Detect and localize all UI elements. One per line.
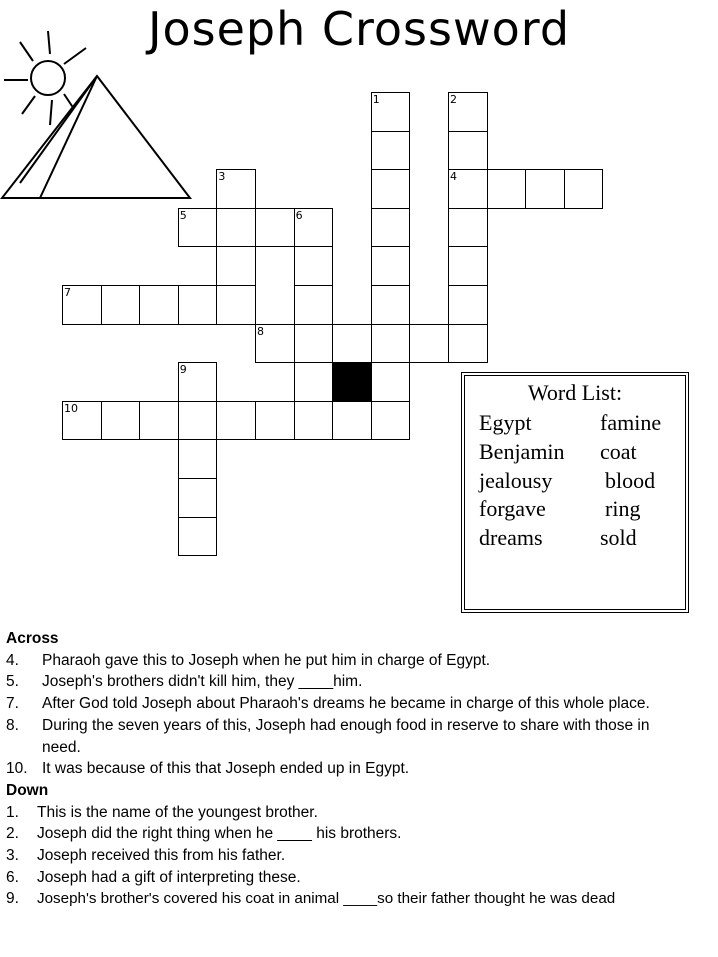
clue-number: 7 (64, 286, 71, 299)
down-heading: Down (6, 781, 49, 799)
clue-item: 8. During the seven years of this, Joseph had enough food in reserve to share with those in need. (6, 716, 650, 756)
clue-item: 2. Joseph did the right thing when he ____ his brothers. (6, 825, 402, 843)
clue-number: 4 (450, 170, 457, 184)
crossword-cell[interactable] (255, 208, 295, 248)
clue-number: 3 (218, 170, 226, 184)
crossword-cell[interactable] (294, 401, 334, 441)
crossword-cell[interactable] (101, 285, 141, 325)
crossword-cell[interactable] (371, 131, 411, 171)
crossword-cell[interactable] (294, 246, 334, 286)
clue-item: 4. Pharaoh gave this to Joseph when he put him in charge of Egypt. (6, 651, 491, 669)
clue-number: 1 (372, 93, 380, 106)
crossword-cell[interactable] (101, 401, 141, 441)
crossword-cell[interactable] (216, 208, 256, 248)
crossword-cell[interactable] (448, 246, 488, 286)
crossword-cell[interactable] (178, 401, 218, 441)
across-heading: Across (6, 630, 59, 647)
crossword-cell[interactable] (448, 208, 488, 248)
crossword-cell[interactable] (139, 285, 179, 325)
clue-item: 10. It was because of this that Joseph ended up in Egypt. (6, 760, 410, 778)
crossword-cell[interactable] (448, 131, 488, 171)
crossword-cell[interactable] (294, 362, 334, 402)
clue-number: 5 (179, 208, 187, 222)
crossword-cell[interactable] (178, 478, 218, 518)
word-list-item: famine (600, 410, 662, 435)
crossword-cell[interactable] (255, 401, 295, 441)
word-list-item: jealousy (479, 468, 553, 493)
word-list-heading: Word List: (527, 380, 623, 405)
crossword-cell[interactable] (216, 285, 256, 325)
crossword-black-cell (332, 362, 372, 402)
crossword-cell[interactable] (371, 246, 411, 286)
word-list-item: Benjamin (479, 439, 565, 464)
crossword-cell[interactable] (371, 169, 411, 209)
clue-number: 10 (64, 401, 78, 415)
clue-item: 5. Joseph's brothers didn't kill him, they ____him. (6, 673, 363, 691)
crossword-cell[interactable] (371, 208, 411, 248)
clue-item: 3. Joseph received this from his father. (6, 847, 286, 865)
crossword-cell[interactable] (332, 324, 372, 364)
crossword-cell[interactable] (371, 285, 411, 325)
clue-item: 6. Joseph had a gift of interpreting these. (6, 868, 301, 886)
crossword-cell[interactable] (178, 285, 218, 325)
clue-item: 9. Joseph's brother's covered his coat in animal ____so their father thought he was dead (6, 890, 616, 908)
clue-number: 6 (295, 208, 303, 222)
word-list-item: blood (605, 468, 656, 493)
page-title: Joseph Crossword (147, 2, 571, 56)
word-list-box (461, 372, 689, 613)
crossword-cell[interactable] (178, 517, 218, 557)
crossword-cell[interactable] (332, 401, 372, 441)
word-list-item: coat (600, 439, 637, 464)
crossword-cell[interactable] (371, 324, 411, 364)
crossword-cell[interactable] (371, 362, 411, 402)
word-list-item: dreams (479, 525, 543, 550)
clue-item: 7. After God told Joseph about Pharaoh's dreams he became in charge of this whole place. (6, 695, 650, 713)
crossword-cell[interactable] (216, 246, 256, 286)
clue-number: 2 (450, 93, 457, 106)
crossword-cell[interactable] (371, 401, 411, 441)
crossword-cell[interactable] (525, 169, 565, 209)
clue-item: 1. This is the name of the youngest brother. (6, 803, 318, 821)
word-list-item: sold (600, 525, 637, 550)
crossword-cell[interactable] (294, 285, 334, 325)
crossword-cell[interactable] (294, 324, 334, 364)
crossword-cell[interactable] (178, 439, 218, 479)
word-list-item: Egypt (479, 410, 532, 435)
crossword-cell[interactable] (487, 169, 527, 209)
crossword-cell[interactable] (216, 401, 256, 441)
clue-number: 8 (257, 324, 264, 338)
crossword-cell[interactable] (448, 324, 488, 364)
word-list-item: forgave (479, 496, 546, 521)
crossword-cell[interactable] (564, 169, 604, 209)
word-list-item: ring (605, 496, 641, 521)
crossword-cell[interactable] (448, 285, 488, 325)
clue-number: 9 (179, 363, 187, 377)
clues-section (6, 628, 718, 910)
crossword-cell[interactable] (139, 401, 179, 441)
crossword-cell[interactable] (409, 324, 449, 364)
